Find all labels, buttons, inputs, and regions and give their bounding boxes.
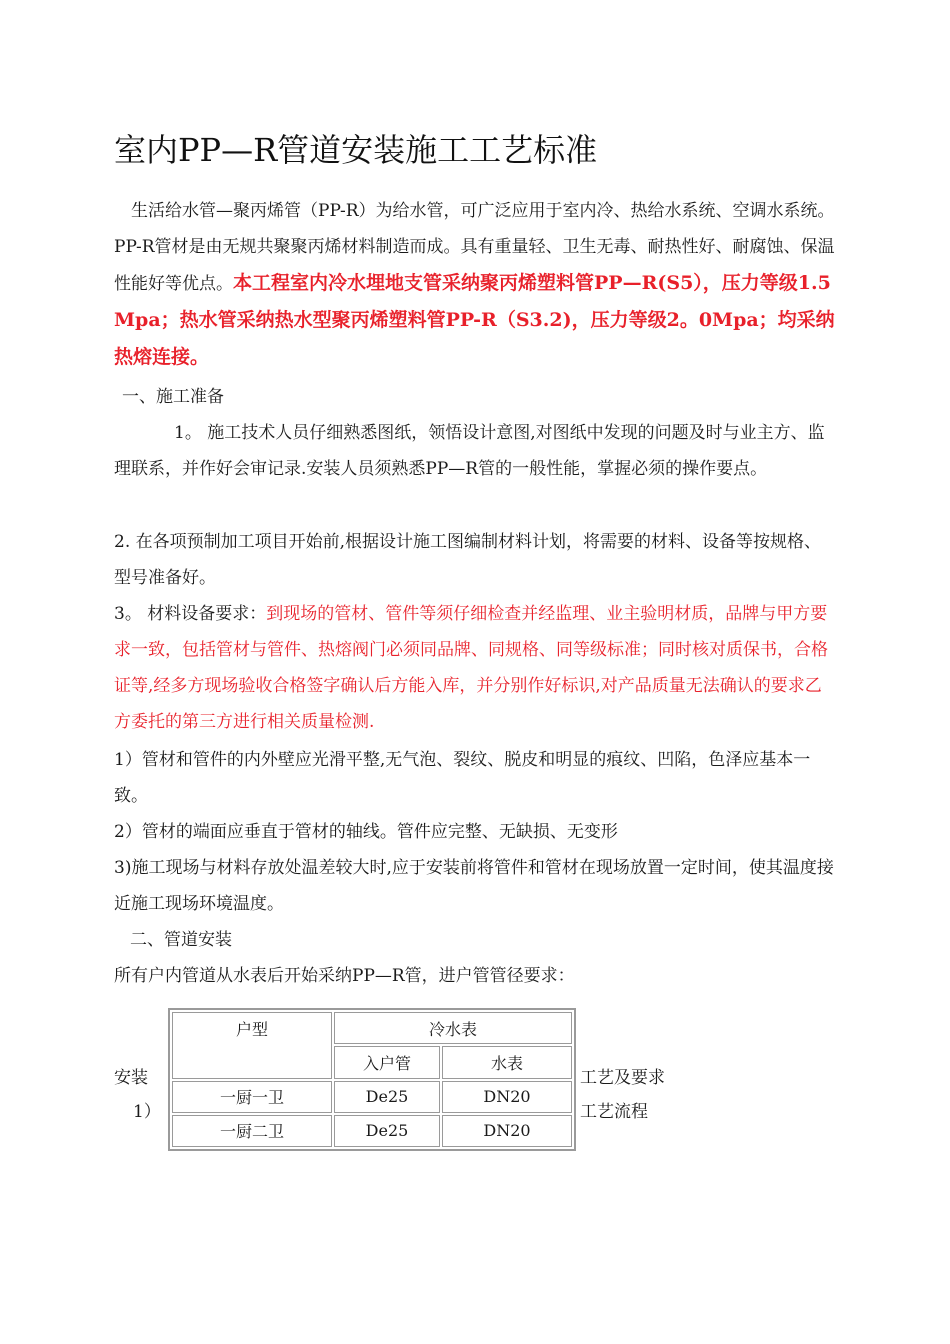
document-title: 室内PP—R管道安装施工工艺标准 bbox=[114, 131, 598, 169]
cell-meter: DN20 bbox=[442, 1115, 572, 1147]
table-row bbox=[172, 1081, 572, 1113]
prep-item-1: 1。 施工技术人员仔细熟悉图纸，领悟设计意图,对图纸中发现的问题及时与业主方、监理联系，并作好会审记录.安装人员须熟悉PP—R管的一般性能，掌握必须的操作要点。 bbox=[114, 423, 825, 479]
section-heading-prep: 一、施工准备 bbox=[122, 387, 224, 407]
prep-item-3-requirements: 到现场的管材、管件等须仔细检查并经监理、业主验明材质，品牌与甲方要求一致，包括管材与管件、热熔阀门必须同品牌、同规格、同等级标准；同时核对质保书，合格证等,经多方现场验收合格签字确认后方能入库，并分别作好标识,对产品质量无法确认的要求乙方委托的第三方进行相关质量检测. bbox=[114, 604, 828, 732]
header-unit-type: 户型 bbox=[172, 1012, 332, 1079]
install-intro: 所有户内管道从水表后开始采纳PP—R管，进户管管径要求： bbox=[114, 966, 575, 986]
requirement-2: 2）管材的端面应垂直于管材的轴线。管件应完整、无缺损、无变形 bbox=[114, 822, 618, 842]
cell-unit-type: 一厨二卫 bbox=[172, 1115, 332, 1147]
requirement-1: 1）管材和管件的内外壁应光滑平整,无气泡、裂纹、脱皮和明显的痕纹、凹陷，色泽应基本一致。 bbox=[114, 750, 811, 806]
header-inlet-pipe: 入户管 bbox=[334, 1046, 440, 1078]
section-heading-install: 二、管道安装 bbox=[130, 930, 232, 950]
side-label-number: 1） bbox=[133, 1102, 161, 1122]
side-label-process: 工艺流程 bbox=[580, 1102, 648, 1122]
table-header-row bbox=[172, 1012, 572, 1044]
prep-item-3-label: 3。 材料设备要求： bbox=[114, 604, 267, 624]
prep-item-2: 2. 在各项预制加工项目开始前,根据设计施工图编制材料计划，将需要的材料、设备等按规格、型号准备好。 bbox=[114, 532, 822, 588]
intro-text: 生活给水管—聚丙烯管（PP-R）为给水管，可广泛应用于室内冷、热给水系统、空调水系统。PP-R管材是由无规共聚聚丙烯材料制造而成。具有重量轻、卫生无毒、耐热性好、耐腐蚀、保温性能好等优点。 bbox=[114, 201, 835, 294]
prep-item-3 bbox=[114, 596, 836, 740]
side-label-install: 安装 bbox=[114, 1068, 148, 1088]
intro-highlight: 本工程室内冷水埋地支管采纳聚丙烯塑料管PP—R(S5），压力等级1.5 Mpa；热水管采纳热水型聚丙烯塑料管PP-R（S3.2)，压力等级2。0Mpa；均采纳热熔连接。 bbox=[114, 272, 835, 368]
pipe-spec-table bbox=[168, 1008, 576, 1151]
cell-inlet: De25 bbox=[334, 1081, 440, 1113]
cell-inlet: De25 bbox=[334, 1115, 440, 1147]
table-row bbox=[172, 1115, 572, 1147]
side-label-requirements: 工艺及要求 bbox=[580, 1068, 665, 1088]
intro-paragraph bbox=[114, 193, 836, 376]
cell-meter: DN20 bbox=[442, 1081, 572, 1113]
header-cold-meter: 冷水表 bbox=[334, 1012, 572, 1044]
header-water-meter: 水表 bbox=[442, 1046, 572, 1078]
cell-unit-type: 一厨一卫 bbox=[172, 1081, 332, 1113]
requirement-3: 3)施工现场与材料存放处温差较大时,应于安装前将管件和管材在现场放置一定时间，使其温度接近施工现场环境温度。 bbox=[114, 858, 834, 914]
